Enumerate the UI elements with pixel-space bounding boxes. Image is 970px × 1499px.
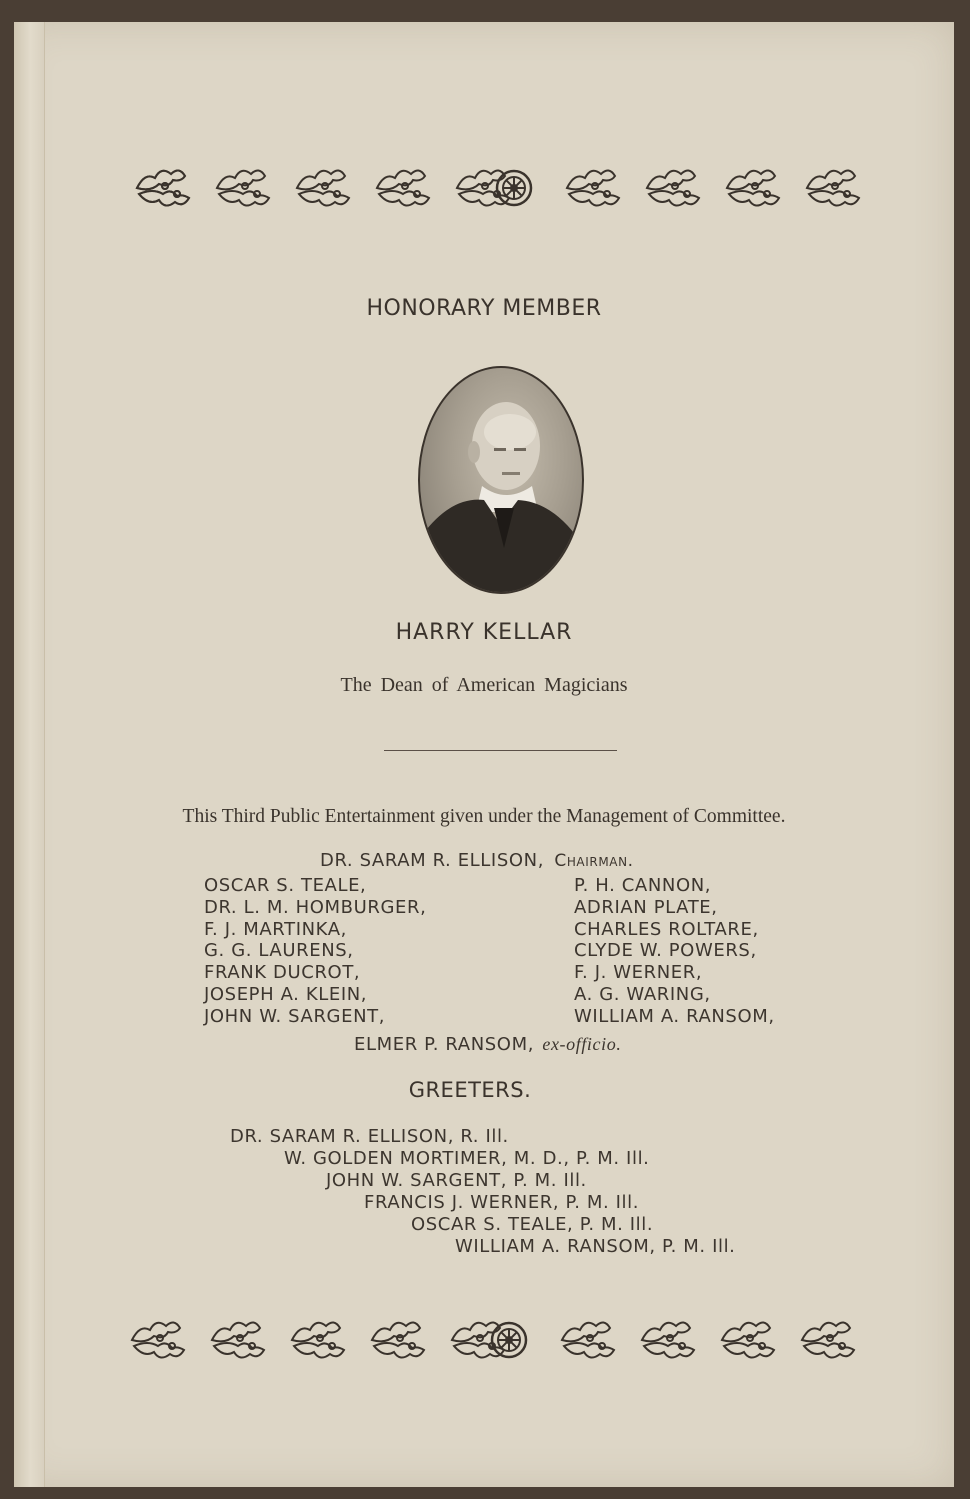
greeter-item: WILLIAM A. RANSOM, P. M. Ill. [455,1236,736,1257]
section-divider [384,750,617,751]
committee-member: ADRIAN PLATE, [574,896,718,918]
committee-member: F. J. MARTINKA, [204,918,347,940]
committee-right-column [574,875,775,1028]
greeter-item: OSCAR S. TEALE, P. M. Ill. [411,1214,654,1235]
top-floral-border-icon [129,160,899,216]
committee-member: P. H. CANNON, [574,875,712,896]
center-rosette-icon [492,1323,526,1357]
greeter-item: W. GOLDEN MORTIMER, M. D., P. M. Ill. [284,1148,650,1169]
honorary-member-heading: HONORARY MEMBER [366,296,602,321]
committee-member: CHARLES ROLTARE, [574,918,759,940]
committee-member: JOHN W. SARGENT, [204,1005,386,1027]
greeter-item: JOHN W. SARGENT, P. M. Ill. [326,1170,587,1191]
chairman-line [320,850,634,871]
center-rosette-icon [497,171,531,205]
committee-left-column [204,875,426,1028]
committee-member: DR. L. M. HOMBURGER, [204,896,427,918]
program-page [14,22,954,1487]
portrait-photo-icon [418,366,584,594]
committee-member: F. J. WERNER, [574,962,703,984]
greeter-item: DR. SARAM R. ELLISON, R. Ill. [230,1126,509,1147]
honoree-name: HARRY KELLAR [395,620,573,645]
honoree-subtitle: The Dean of American Magicians [340,674,628,696]
committee-member: A. G. WARING, [574,983,711,1005]
committee-intro: This Third Public Entertainment given under the Management of Committee. [182,806,786,827]
ex-officio-title: ex-officio. [542,1034,622,1054]
committee-member: OSCAR S. TEALE, [204,875,367,896]
page-binding [14,22,45,1487]
greeters-heading: GREETERS. [408,1078,532,1102]
committee-member: WILLIAM A. RANSOM, [574,1005,775,1027]
committee-member: FRANK DUCROT, [204,962,361,984]
greeter-item: FRANCIS J. WERNER, P. M. Ill. [364,1192,640,1213]
ex-officio-line [354,1034,621,1055]
ex-officio-name: ELMER P. RANSOM, [354,1034,535,1055]
committee-member: G. G. LAURENS, [204,940,354,962]
committee-member: JOSEPH A. KLEIN, [204,983,368,1005]
chairman-title: Chairman. [554,851,634,871]
chairman-name: DR. SARAM R. ELLISON, [320,850,545,871]
committee-member: CLYDE W. POWERS, [574,940,757,962]
bottom-floral-border-icon [124,1312,894,1368]
